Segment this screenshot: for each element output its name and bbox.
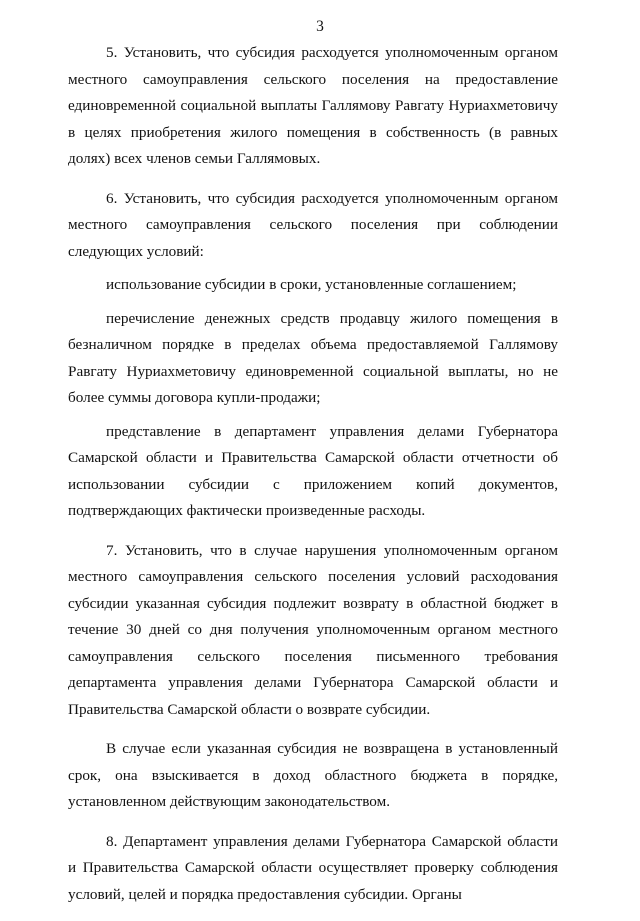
document-body [68,40,558,921]
paragraph-7: 7. Установить, что в случае нарушения уполномоченным органом местного самоуправления сельского поселения условий расходования субсидии указанная субсидия подлежит возврату в областной бюджет в течение 30 дней со дня получения уполномоченным органом местного самоуправления сельского поселения письменного требования департамента управления делами Губернатора Самарской области и Правительства Самарской области о возврате субсидии. [68,541,558,718]
condition-transfer-funds: перечисление денежных средств продавцу жилого помещения в безналичном порядке в пределах объема предоставляемой Галлямову Равгату Нуриахметовичу единовременной социальной выплаты, но не более суммы договора купли-продажи; [68,309,558,406]
condition-use-in-terms: использование субсидии в сроки, установленные соглашением; [106,276,517,293]
paragraph-6: 6. Установить, что субсидия расходуется уполномоченным органом местного самоуправления сельского поселения при соблюдении следующих условий: [68,189,558,260]
paragraph-7-return-clause: В случае если указанная субсидия не возвращена в установленный срок, она взыскивается в доход областного бюджета в порядке, установленном действующим законодательством. [68,740,558,810]
paragraph-8: 8. Департамент управления делами Губернатора Самарской области и Правительства Самарской области осуществляет проверку соблюдения условий, целей и порядка предоставления субсидии. Органы [68,832,558,903]
paragraph-5: 5. Установить, что субсидия расходуется уполномоченным органом местного самоуправления сельского поселения на предоставление единовременной социальной выплаты Галлямову Равгату Нуриахметовичу в целях приобретения жилого помещения в собственность (в равных долях) всех членов семьи Галлямовых. [68,44,558,167]
condition-reporting: представление в департамент управления делами Губернатора Самарской области и Правительства Самарской области отчетности об использовании субсидии с приложением копий документов, подтверждающих фактически произведенные расходы. [68,422,558,519]
page-number: 3 [316,18,324,35]
